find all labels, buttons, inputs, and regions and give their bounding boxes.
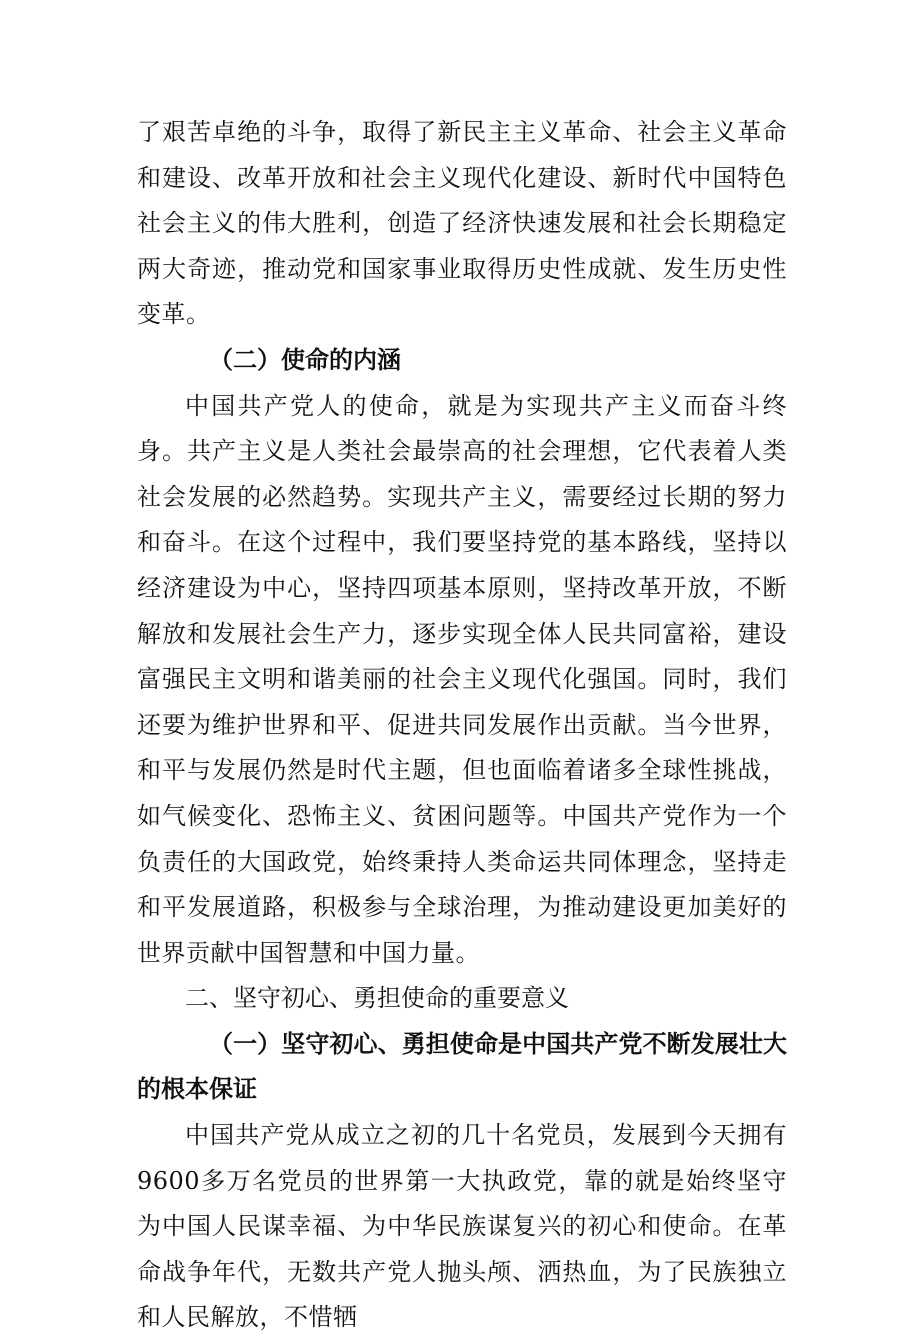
document-page <box>137 110 787 1341</box>
section-title-significance: 二、坚守初心、勇担使命的重要意义 <box>185 984 569 1013</box>
heading-mission-connotation: （二）使命的内涵 <box>209 345 401 374</box>
paragraph-struggle-achievements: 了艰苦卓绝的斗争，取得了新民主主义革命、社会主义革命和建设、改革开放和社会主义现代化建设、新时代中国特色社会主义的伟大胜利，创造了经济快速发展和社会长期稳定两大奇迹，推动党和国家事业取得历史性成就、发生历史性变革。 <box>137 118 787 329</box>
paragraph-party-growth: 中国共产党从成立之初的几十名党员，发展到今天拥有9600多万名党员的世界第一大执政党，靠的就是始终坚守为中国人民谋幸福、为中华民族谋复兴的初心和使命。在革命战争年代，无数共产党人抛头颅、洒热血，为了民族独立和人民解放，不惜牺 <box>137 1121 787 1332</box>
heading-fundamental-guarantee: （一）坚守初心、勇担使命是中国共产党不断发展壮大的根本保证 <box>137 1029 787 1104</box>
paragraph-mission: 中国共产党人的使命，就是为实现共产主义而奋斗终身。共产主义是人类社会最崇高的社会理想，它代表着人类社会发展的必然趋势。实现共产主义，需要经过长期的努力和奋斗。在这个过程中，我们要坚持党的基本路线，坚持以经济建设为中心，坚持四项基本原则，坚持改革开放，不断解放和发展社会生产力，逐步实现全体人民共同富裕，建设富强民主文明和谐美丽的社会主义现代化强国。同时，我们还要为维护世界和平、促进共同发展作出贡献。当今世界，和平与发展仍然是时代主题，但也面临着诸多全球性挑战，如气候变化、恐怖主义、贫困问题等。中国共产党作为一个负责任的大国政党，始终秉持人类命运共同体理念，坚持走和平发展道路，积极参与全球治理，为推动建设更加美好的世界贡献中国智慧和中国力量。 <box>137 391 787 967</box>
